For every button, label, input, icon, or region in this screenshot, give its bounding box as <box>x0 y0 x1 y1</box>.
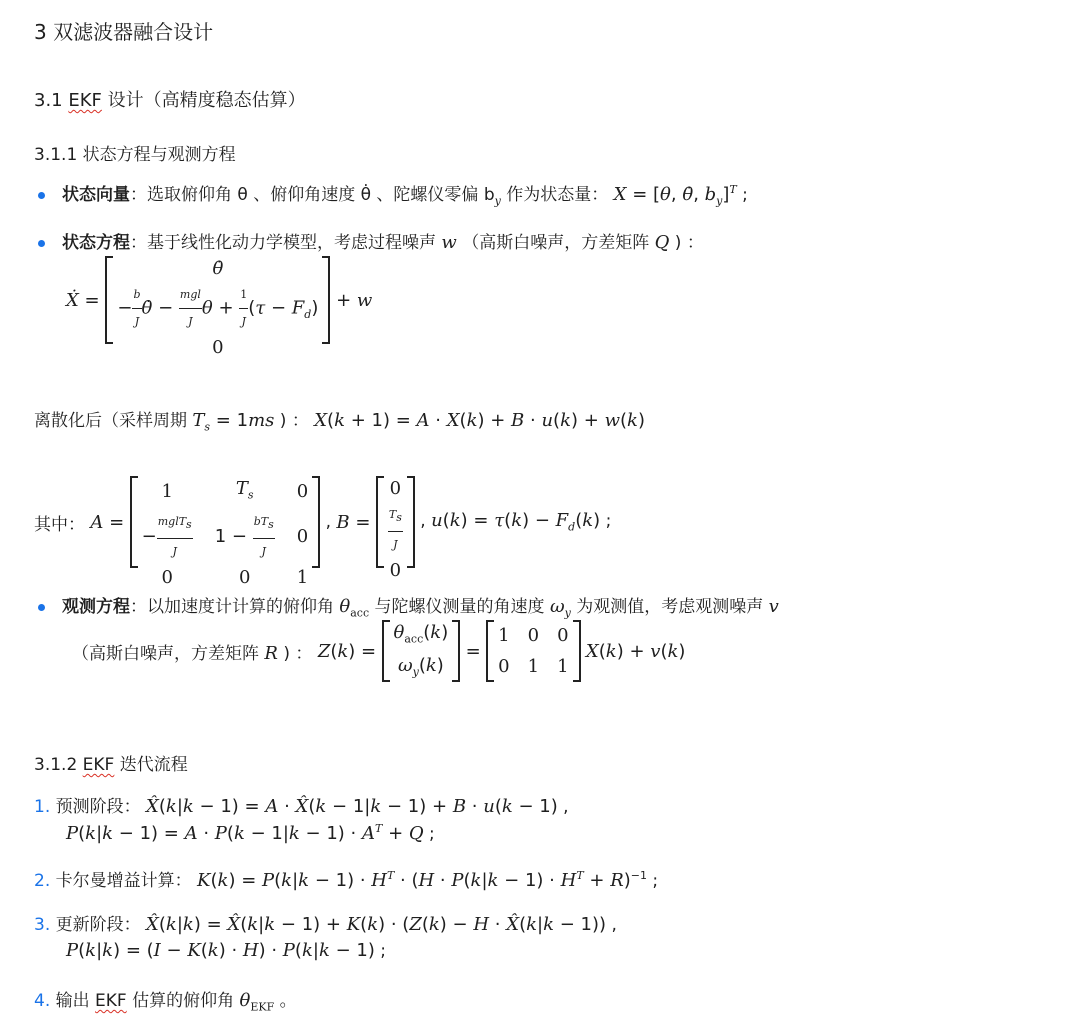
matrix-definitions: 其中： A = 1 $T_s$ 0 − $\frac{mglT_s}{J}$ 1 − $\frac{bT_s}{J}$ 0 0 0 1 , B = 0 $\frac{T_s}{J}$ 0 , $u(k) = \tau(k) - F_d(k)$ ; <box>34 478 612 588</box>
step-predict: 1. 预测阶段： X̂(k|k − 1) = A · X̂(k − 1|k − 1) + B · u(k − 1) , <box>34 796 569 817</box>
state-equation-item: 状态方程：基于线性化动力学模型，考虑过程噪声 w （高斯白噪声，方差矩阵 Q ) ： <box>62 232 704 253</box>
observation-item: 观测方程：以加速度计计算的俯仰角 $\theta_{acc}$ 与陀螺仪测量的角速度 $\omega_y$ 为观测值，考虑观测噪声 v <box>62 596 779 620</box>
state-equation-formula: Ẋ = θ̇ − $\frac{b}{J}$ θ̇ − $\frac{\text{mgl}}{J}$ θ + $\frac{1}{J}$ $(\tau - F_d)$ 0 + w <box>66 258 373 358</box>
step-predict-cov: $P(k|k - 1) = A \cdot P(k - 1|k - 1) \cdot A^T + Q$ ; <box>66 822 435 844</box>
state-vector-item: 状态向量：选取俯仰角 θ 、俯仰角速度 θ̇ 、陀螺仪零偏 $b_y$ 作为状态量： X = [θ, θ̇, $b_y]^T$ ; <box>62 183 748 208</box>
subsubsection-title-state: 3.1.1 状态方程与观测方程 <box>34 145 236 165</box>
bullet-dot <box>38 240 45 247</box>
step-output: 4. 输出 EKF 估算的俯仰角 $\theta_{EKF}$ 。 <box>34 990 297 1014</box>
bullet-dot <box>38 604 45 611</box>
observation-formula: （高斯白噪声，方差矩阵 R ) ： Z(k) = $\theta_{acc}(k)$ $\omega_y(k)$ = 1 0 0 0 1 1 X(k) + v(k) <box>72 620 685 682</box>
section-title: 3 双滤波器融合设计 <box>34 20 214 44</box>
step-update: 3. 更新阶段： X̂(k|k) = X̂(k|k − 1) + K(k) · (Z(k) − H · X̂(k|k − 1)) , <box>34 914 617 935</box>
subsubsection-title-ekf: 3.1.2 EKF 迭代流程 <box>34 755 188 775</box>
discretization-line: 离散化后（采样周期 $T_s = 1ms$ ) ： X(k + 1) = A · X(k) + B · u(k) + w(k) <box>34 410 645 434</box>
subsection-title: 3.1 EKF 设计（高精度稳态估算） <box>34 90 306 111</box>
step-update-cov: P(k|k) = (I − K(k) · H) · P(k|k − 1) ; <box>66 940 387 961</box>
bullet-dot <box>38 192 45 199</box>
step-gain: 2. 卡尔曼增益计算： $K(k) = P(k|k - 1) \cdot H^T \cdot (H \cdot P(k|k - 1) \cdot H^T + R)^{-1}$ ; <box>34 869 659 891</box>
